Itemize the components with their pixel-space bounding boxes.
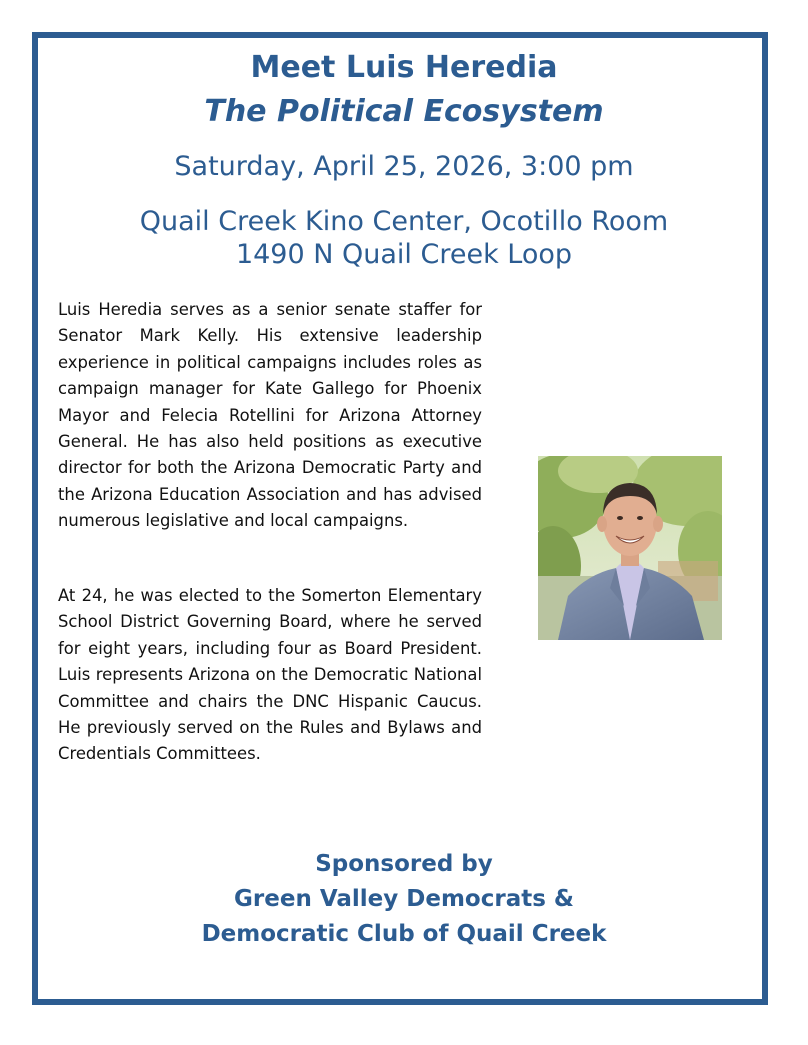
event-venue: Quail Creek Kino Center, Ocotillo Room	[139, 206, 669, 237]
event-subtitle: The Political Ecosystem	[204, 94, 604, 129]
event-date-time: Saturday, April 25, 2026, 3:00 pm	[174, 151, 634, 182]
sponsor-name-1: Green Valley Democrats &	[234, 886, 574, 912]
sponsor-heading: Sponsored by	[315, 851, 493, 877]
event-title: Meet Luis Heredia	[250, 50, 558, 85]
speaker-photo	[538, 456, 722, 640]
bio-paragraph-2: At 24, he was elected to the Somerton Elementary School District Governing Board, where he served for eight years, including four as Board President. Luis represents Arizona on the Democratic National Committee and chairs the DNC Hispanic Caucus. He previously served on the Rules and Bylaws and Credentials Committees.	[58, 586, 482, 764]
bio-paragraph-1: Luis Heredia serves as a senior senate staffer for Senator Mark Kelly. His extensive leadership experience in political campaigns includes roles as campaign manager for Kate Gallego for Phoenix Mayor and Felecia Rotellini for Arizona Attorney General. He has also held positions as executive director for both the Arizona Democratic Party and the Arizona Education Association and has advised numerous legislative and local campaigns.	[58, 300, 482, 531]
sponsor-name-2: Democratic Club of Quail Creek	[201, 921, 607, 947]
event-address: 1490 N Quail Creek Loop	[235, 239, 573, 270]
